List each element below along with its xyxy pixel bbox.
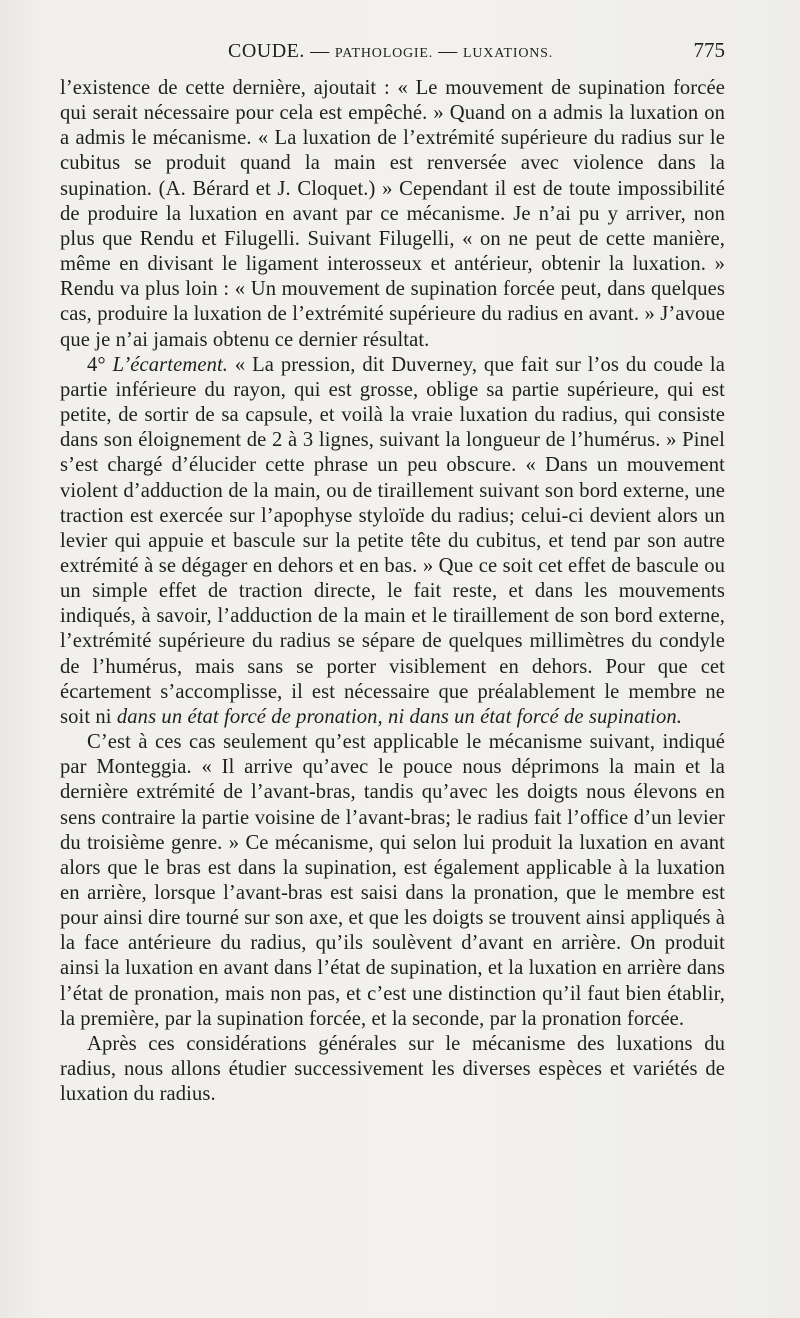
paragraph-3: C’est à ces cas seulement qu’est applicable le mécanisme suivant, indiqué par Monteggia. « Il arrive qu’avec le pouce nous déprimons la main et la dernière extrémité de l’avant-bras, tandis qu’avec les doigts nous élevons en sens contraire la partie voisine de l’avant-bras; le radius fait l’office d’un levier du troisième genre. » Ce mécanisme, qui selon lui produit la luxation en avant alors que le bras est dans la supination, est également applicable à la luxation en arrière, lorsque l’avant-bras est saisi dans la pronation, que le membre est pour ainsi dire tourné sur son axe, et que les doigts se trouvent ainsi appliqués à la face antérieure du radius, qu’ils soulèvent d’avant en arrière. On produit ainsi la luxation en avant dans l’état de supination, et la luxation en arrière dans l’état de pronation, mais non pas, et c’est une distinction qu’il faut bien établir, la première, par la supination forcée, et la seconde, par la pronation forcée. xyxy=(60,731,725,1030)
section-number: 4° xyxy=(87,353,106,376)
paragraph-2 xyxy=(60,353,725,730)
page-body xyxy=(60,76,725,1107)
section-heading: L’écartement. xyxy=(112,353,229,376)
running-head-dash: — xyxy=(438,41,458,62)
paragraph-2-italic: dans un état forcé de pronation, ni dans un état forcé de supination. xyxy=(116,705,683,728)
paragraph-2-text: « La pression, dit Duverney, que fait sur l’os du coude la partie inférieure du rayon, qui est grosse, oblige sa partie supérieure, qui est petite, de sortir de sa capsule, et voilà la vraie luxation du radius, qui consiste dans son éloignement de 2 à 3 lignes, suivant la longueur de l’humérus. » Pinel s’est chargé d’élucider cette phrase un peu obscure. « Dans un mouvement violent d’adduction de la main, ou de tiraillement suivant son bord externe, une traction est exercée sur l’apophyse styloïde du radius; celui-ci devient alors un levier qui appuie et bascule sur la petite tête du cubitus, et tend par son autre extrémité à se dégager en dehors et en bas. » Que ce soit cet effet de bascule ou un simple effet de traction directe, le fait reste, et dans les mouvements indiqués, à savoir, l’adduction de la main et le tiraillement de son bord externe, l’extrémité supérieure du radius se sépare de quelques millimètres du condyle de l’humérus, mais sans se porter visiblement en dehors. Pour que cet écartement s’accomplisse, il est nécessaire que préalablement le membre ne soit ni xyxy=(60,353,725,728)
running-head-subsection: LUXATIONS. xyxy=(463,46,554,61)
running-head xyxy=(228,40,553,63)
running-head-title: COUDE. xyxy=(228,40,305,62)
page-number: 775 xyxy=(693,38,725,62)
running-head-dash: — xyxy=(310,41,330,62)
paragraph-1: l’existence de cette dernière, ajoutait : « Le mouvement de supination forcée qui serait nécessaire pour cela est empêché. » Quand on a admis la luxation on a admis le mécanisme. « La luxation de l’extrémité supérieure du radius sur le cubitus se produit quand la main est renversée avec violence dans la supination. (A. Bérard et J. Cloquet.) » Cependant il est de toute impossibilité de produire la luxation en avant par ce mécanisme. Je n’ai pu y arriver, non plus que Rendu et Filugelli. Suivant Filugelli, « on ne peut de cette manière, même en divisant le ligament interosseux et antérieur, obtenir la luxation. » Rendu va plus loin : « Un mouvement de supination forcée peut, dans quelques cas, produire la luxation de l’extrémité supérieure du radius en avant. » J’avoue que je n’ai jamais obtenu ce dernier résultat. xyxy=(60,77,725,351)
running-head-section: PATHOLOGIE. xyxy=(334,46,434,61)
paragraph-4: Après ces considérations générales sur le mécanisme des luxations du radius, nous allons étudier successivement les diverses espèces et variétés de luxation du radius. xyxy=(60,1032,725,1106)
page-header xyxy=(60,36,725,76)
